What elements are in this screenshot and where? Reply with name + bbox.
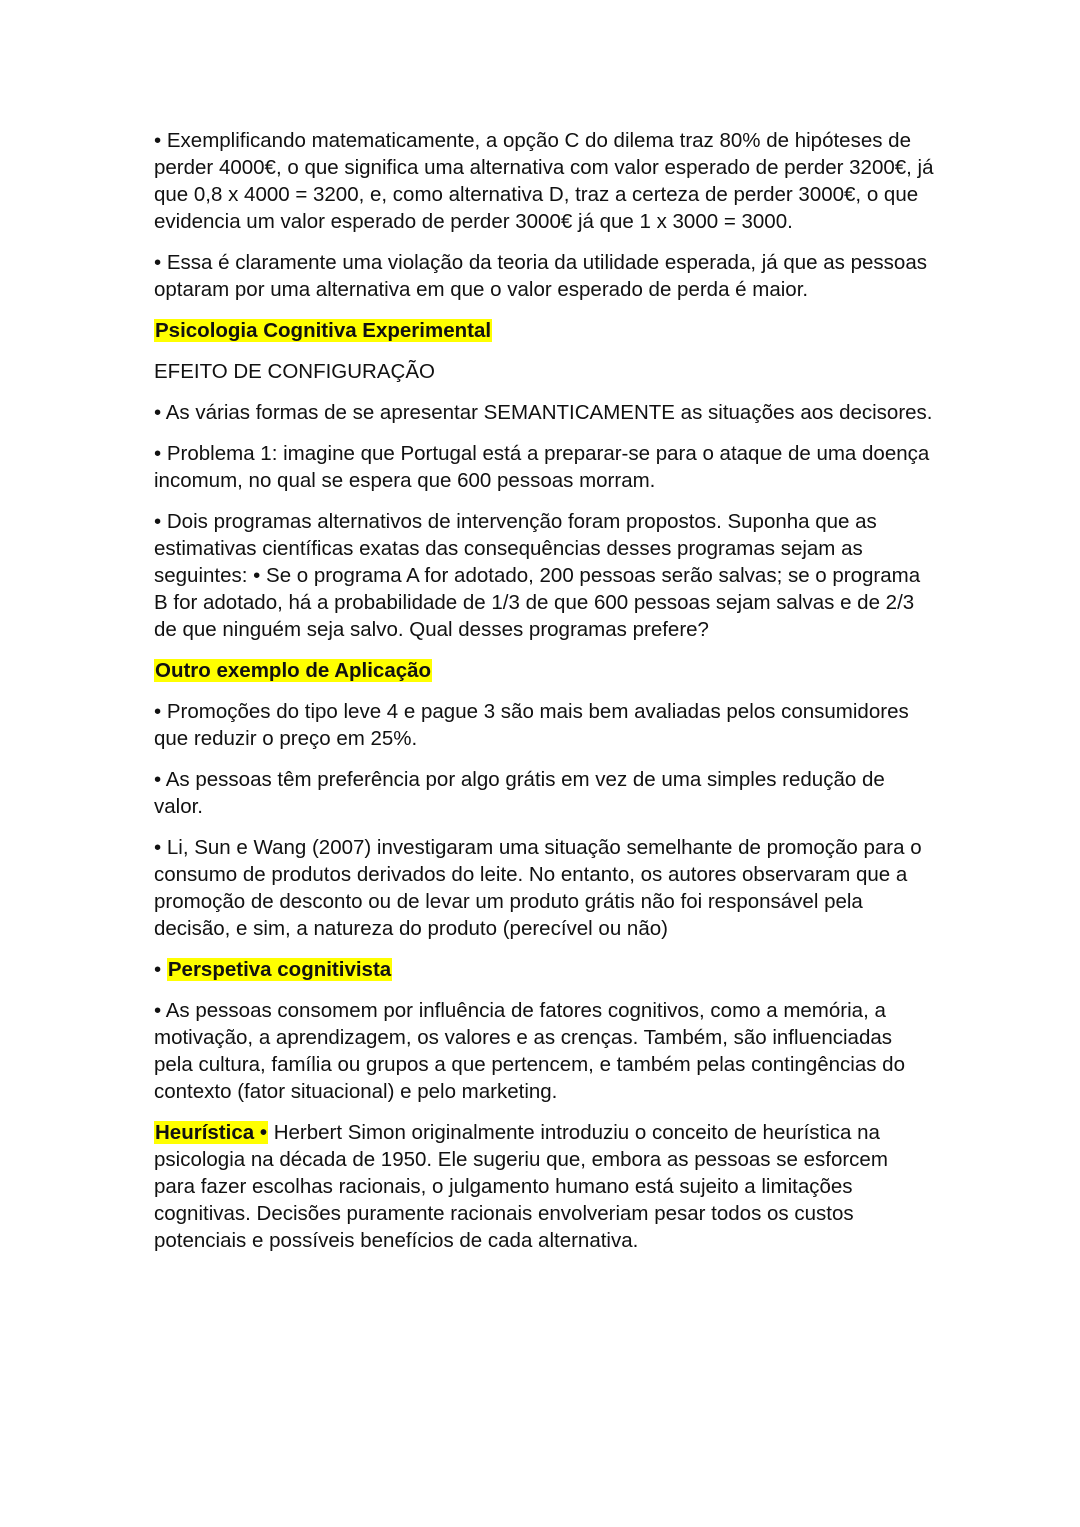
highlighted-heading-text: Psicologia Cognitiva Experimental [155,319,492,342]
document-page [154,127,934,1268]
section-heading-another-example [154,657,934,684]
paragraph-utility-violation: • Essa é claramente uma violação da teoria da utilidade esperada, já que as pessoas optaram por uma alternativa em que o valor esperado de perda é maior. [154,251,927,301]
highlighted-heading-text: Perspetiva cognitivista [167,958,392,981]
section-heading-cognitive-psychology [154,317,934,344]
highlighted-heading-text: Outro exemplo de Aplicação [155,659,432,682]
heuristics-body-text: Herbert Simon originalmente introduziu o conceito de heurística na psicologia na década de 1950. Ele sugeriu que, embora as pessoas se esforcem para fazer escolhas racionais, o julgamento humano está sujeito a limitações cognitivas. Decisões puramente racionais envolveriam pesar todos os custos potenciais e possíveis benefícios de cada alternativa. [154,1121,888,1252]
paragraph-problem-1: • Problema 1: imagine que Portugal está a preparar-se para o ataque de uma doença incomum, no qual se espera que 600 pessoas morram. [154,442,930,492]
paragraph-cognitive-factors: • As pessoas consomem por influência de fatores cognitivos, como a memória, a motivação, a aprendizagem, os valores e as crenças. Também, são influenciadas pela cultura, família ou grupos a que pertencem, e também pelas contingências do contexto (fator situacional) e pelo marketing. [154,999,905,1103]
paragraph-two-programs: • Dois programas alternativos de intervenção foram propostos. Suponha que as estimativas científicas exatas das consequências desses programas sejam as seguintes: • Se o programa A for adotado, 200 pessoas serão salvas; se o programa B for adotado, há a probabilidade de 1/3 de que 600 pessoas sejam salvas e de 2/3 de que ninguém seja salvo. Qual desses programas prefere? [154,510,921,641]
bullet: • [154,958,167,981]
paragraph-promotions: • Promoções do tipo leve 4 e pague 3 são mais bem avaliadas pelos consumidores que reduzir o preço em 25%. [154,700,909,750]
highlighted-label-heuristics: Heurística • [155,1121,267,1144]
section-heading-cognitivist-perspective [154,956,934,983]
paragraph-free-preference: • As pessoas têm preferência por algo grátis em vez de uma simples redução de valor. [154,768,885,818]
paragraph-expected-value-example: • Exemplificando matematicamente, a opção C do dilema traz 80% de hipóteses de perder 4000€, o que significa uma alternativa com valor esperado de perder 3200€, já que 0,8 x 4000 = 3200, e, como alternativa D, traz a certeza de perder 3000€, o que evidencia um valor esperado de perder 3000€ já que 1 x 3000 = 3000. [154,129,934,233]
paragraph-semantic-forms: • As várias formas de se apresentar SEMANTICAMENTE as situações aos decisores. [154,401,933,424]
paragraph-heuristics [154,1119,934,1254]
paragraph-li-sun-wang: • Li, Sun e Wang (2007) investigaram uma situação semelhante de promoção para o consumo de produtos derivados do leite. No entanto, os autores observaram que a promoção de desconto ou de levar um produto grátis não foi responsável pela decisão, e sim, a natureza do produto (perecível ou não) [154,836,922,940]
subheading-framing-effect: EFEITO DE CONFIGURAÇÃO [154,360,435,383]
